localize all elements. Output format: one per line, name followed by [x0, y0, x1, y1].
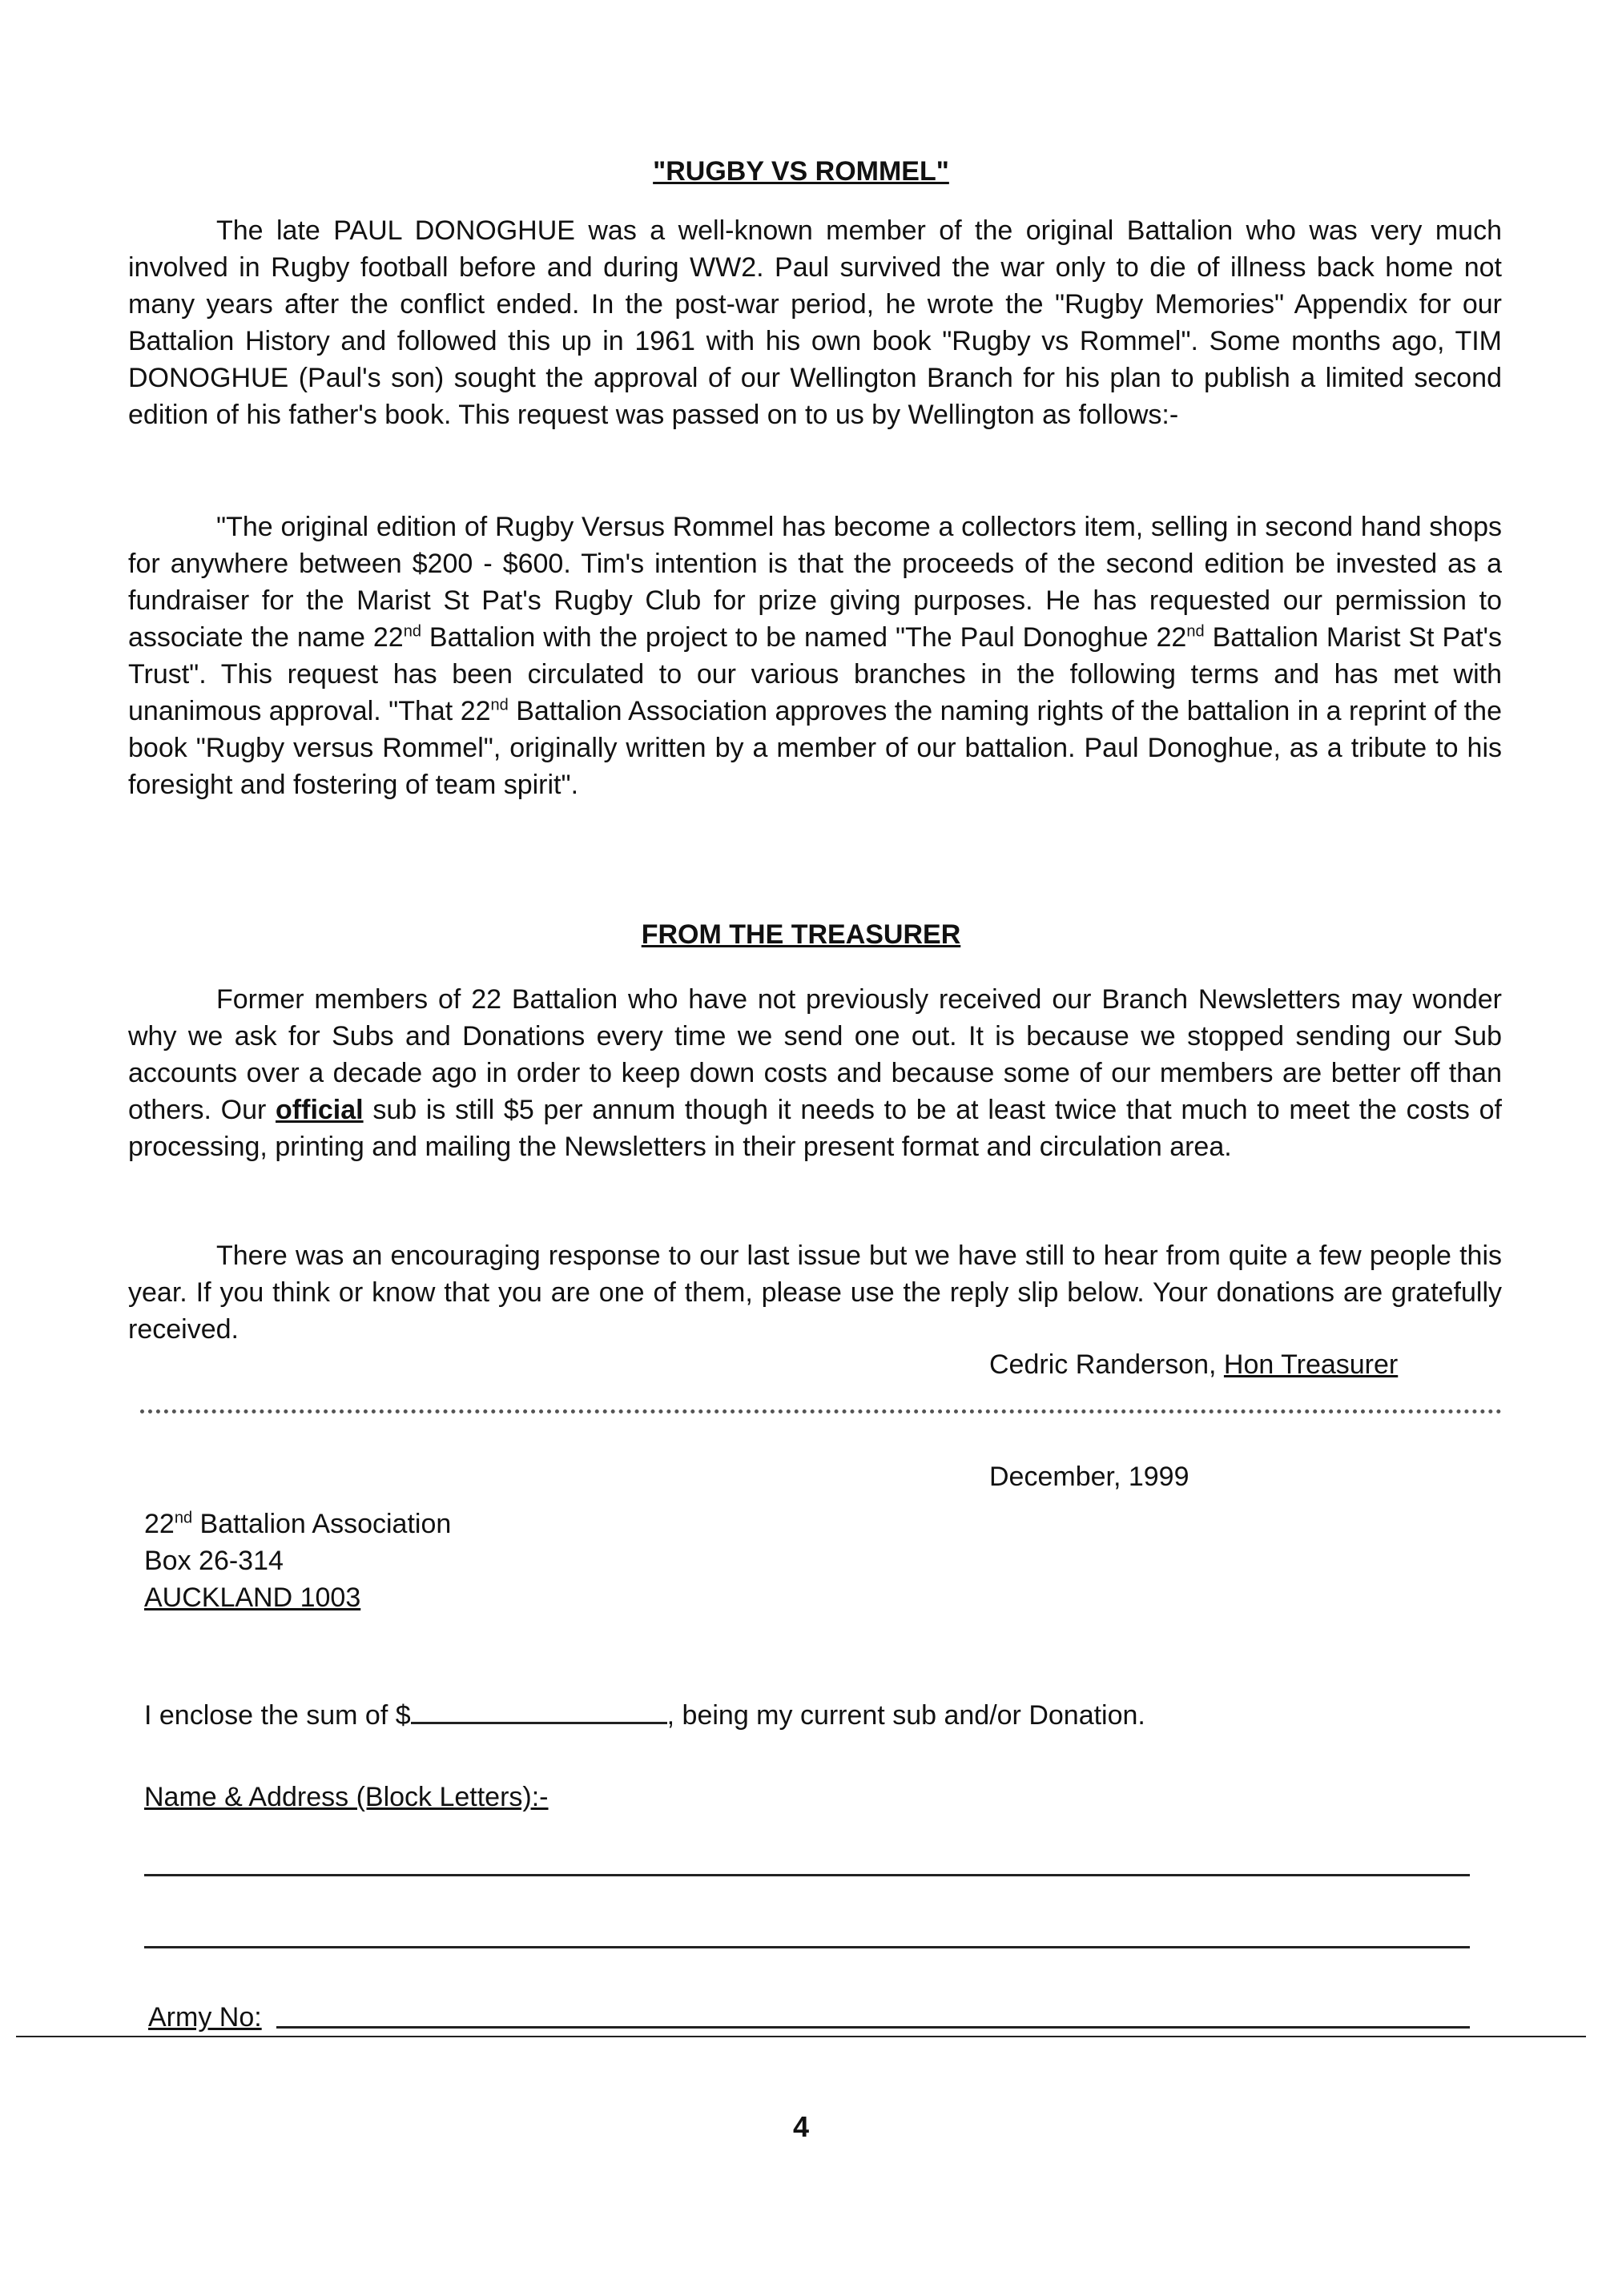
signature-title: Hon Treasurer — [1223, 1349, 1399, 1380]
sum-field[interactable] — [411, 1698, 667, 1724]
address-line-2: Box 26-314 — [144, 1546, 284, 1576]
rugby-heading: "RUGBY VS ROMMEL" — [653, 156, 949, 187]
rugby-p2-part-b: Battalion with the project to be named "The Paul Donoghue 22 — [421, 622, 1187, 653]
enclose-suffix: , being my current sub and/or Donation. — [666, 1700, 1145, 1731]
treasurer-p1-part-a: Former members of 22 Battalion who have not previously received our Branch Newsletters may wonder why we ask for Subs and Donations every time we send one out. It is because we stopped sending our Sub accounts over a decade ago in order to keep down costs and because some of our members are better off than others. Our — [128, 984, 1502, 1125]
page-number: 4 — [792, 2110, 810, 2143]
rugby-paragraph-2 — [128, 509, 1502, 803]
army-no-field-line[interactable] — [276, 2026, 1470, 2029]
enclose-sum-line — [144, 1698, 1145, 1731]
treasurer-p2-text: There was an encouraging response to our last issue but we have still to hear from quite a few people this year. If you think or know that you are one of them, please use the reply slip below. Your donations are gratefully received. — [128, 1240, 1502, 1345]
official-emphasis: official — [276, 1095, 364, 1125]
rugby-p2-part-c: Battalion Marist St Pat's Trust". This request has been circulated to our various branches in the following terms and has met with unanimous approval. "That 22 — [128, 622, 1503, 726]
enclose-prefix: I enclose the sum of $ — [144, 1700, 411, 1731]
cut-line — [140, 1409, 1502, 1413]
superscript-nd: nd — [490, 696, 509, 714]
superscript-nd: nd — [403, 622, 421, 641]
superscript-nd: nd — [174, 1509, 193, 1527]
address-org: Battalion Association — [192, 1509, 452, 1539]
name-address-field-line-1[interactable] — [144, 1874, 1470, 1876]
treasurer-paragraph-1 — [128, 981, 1502, 1165]
army-no-label: Army No: — [148, 2002, 262, 2033]
treasurer-paragraph-2 — [128, 1237, 1502, 1348]
rugby-p1-text: The late PAUL DONOGHUE was a well-known member of the original Battalion who was very much involved in Rugby football before and during WW2. Paul survived the war only to die of illness back home not many years after the conflict ended. In the post-war period, he wrote the "Rugby Memories" Appendix for our Battalion History and followed this up in 1961 with his own book "Rugby vs Rommel". Some months ago, TIM DONOGHUE (Paul's son) sought the approval of our Wellington Branch for his plan to publish a limited second edition of his father's book. This request was passed on to us by Wellington as follows:- — [128, 215, 1502, 430]
address-line-1 — [144, 1506, 451, 1542]
signature-name: Cedric Randerson, — [989, 1349, 1224, 1380]
slip-date: December, 1999 — [989, 1462, 1189, 1492]
rugby-paragraph-1 — [128, 212, 1502, 433]
superscript-nd: nd — [1186, 622, 1205, 641]
rugby-p2-part-d: Battalion Association approves the naming rights of the battalion in a reprint of the book "Rugby versus Rommel", originally written by a member of our battalion. Paul Donoghue, as a tribute to his foresight and fostering of team spirit". — [128, 696, 1502, 800]
treasurer-p1-part-b: sub is still $5 per annum though it needs to be at least twice that much to meet the costs of processing, printing and mailing the Newsletters in their present format and circulation area. — [128, 1095, 1502, 1162]
page-bottom-rule — [16, 2036, 1586, 2037]
rugby-p2-part-a: "The original edition of Rugby Versus Rommel has become a collectors item, selling in second hand shops for anywhere between $200 - $600. Tim's intention is that the proceeds of the second edition be invested as a fundraiser for the Marist St Pat's Rugby Club for prize giving purposes. He has requested our permission to associate the name 22 — [128, 512, 1502, 653]
address-number: 22 — [144, 1509, 175, 1539]
treasurer-heading: FROM THE TREASURER — [641, 919, 961, 950]
treasurer-signature — [989, 1349, 1398, 1381]
return-address — [144, 1506, 451, 1616]
name-address-label: Name & Address (Block Letters):- — [144, 1782, 549, 1812]
address-line-3: AUCKLAND 1003 — [144, 1582, 361, 1613]
name-address-field-line-2[interactable] — [144, 1946, 1470, 1948]
